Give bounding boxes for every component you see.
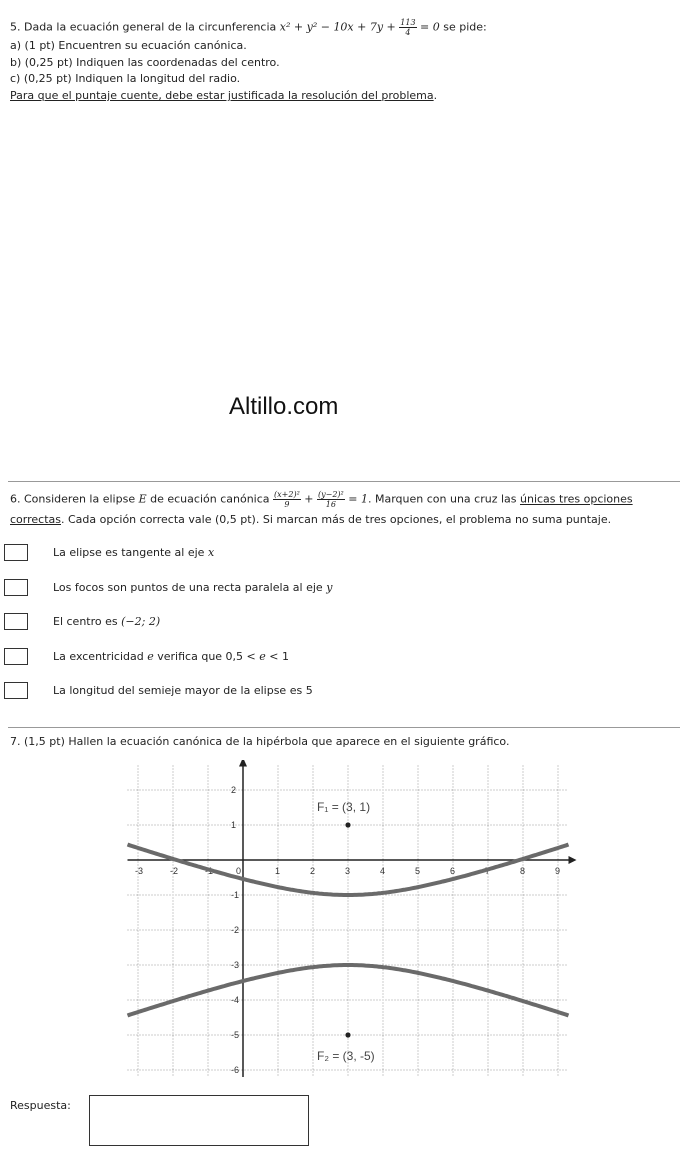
x-tick-label: -1 <box>205 866 214 876</box>
q6-frac2-den: 16 <box>325 500 336 509</box>
option-label-4 <box>53 650 289 663</box>
option-1-math: x <box>207 546 215 559</box>
option-4-math: e <box>147 650 154 663</box>
x-tick-label: 8 <box>520 866 526 876</box>
q5-equation-rhs: = 0 <box>416 20 440 34</box>
option-checkbox-3[interactable] <box>4 613 28 630</box>
option-checkbox-1[interactable] <box>4 544 28 561</box>
q5-equation-lhs: x² + y² − 10x + 7y + <box>279 20 400 34</box>
q5-item-a: a) (1 pt) Encuentren su ecuación canónica. <box>10 39 247 52</box>
q5-frac-num: 113 <box>400 18 416 27</box>
q6-line2 <box>10 513 611 526</box>
x-tick-label: 9 <box>555 866 561 876</box>
option-label-5 <box>53 684 313 697</box>
option-label-3 <box>53 615 160 628</box>
y-tick-label: 1 <box>231 820 237 830</box>
q5-note <box>10 89 437 102</box>
hyperbola-graph <box>110 760 580 1085</box>
option-label-2 <box>53 581 332 594</box>
option-checkbox-4[interactable] <box>4 648 28 665</box>
x-tick-label: 7 <box>485 866 491 876</box>
y-axis-arrow <box>239 760 247 767</box>
y-tick-label: -4 <box>231 995 240 1005</box>
focus-point-2 <box>345 1032 350 1037</box>
x-tick-label: 4 <box>380 866 386 876</box>
option-4-math2: < e < <box>246 650 279 663</box>
x-tick-label: 0 <box>236 866 242 876</box>
x-tick-label: 3 <box>345 866 351 876</box>
divider <box>8 727 680 728</box>
q6-underlined-1: únicas tres opciones <box>520 492 633 506</box>
option-5-text: La longitud del semieje mayor de la elipse es 5 <box>53 684 313 697</box>
y-tick-label: 2 <box>231 785 237 795</box>
q6-mid: de ecuación canónica <box>146 492 274 506</box>
divider <box>8 481 680 482</box>
y-tick-label: -2 <box>231 925 240 935</box>
q6-frac1-num: (x+2)² <box>274 490 300 499</box>
option-checkbox-2[interactable] <box>4 579 28 596</box>
y-tick-label: -1 <box>231 890 240 900</box>
q7-title: 7. (1,5 pt) Hallen la ecuación canónica de la hipérbola que aparece en el siguiente gráfico. <box>10 735 510 748</box>
x-tick-label: -3 <box>135 866 144 876</box>
option-1-text: La elipse es tangente al eje <box>53 546 208 559</box>
y-tick-label: -6 <box>231 1065 240 1075</box>
x-tick-label: 6 <box>450 866 456 876</box>
q6-frac1-den: 9 <box>284 500 290 509</box>
q6-header <box>10 490 633 509</box>
q6-after: . Marquen con una cruz las <box>367 492 520 506</box>
q6-fraction-1 <box>273 490 301 509</box>
option-4-text3: 1 <box>278 650 289 663</box>
q5-item-c: c) (0,25 pt) Indiquen la longitud del radio. <box>10 72 241 85</box>
q5-item-b: b) (0,25 pt) Indiquen las coordenadas del centro. <box>10 56 280 69</box>
q5-frac-den: 4 <box>405 28 411 37</box>
q6-ellipse-name: E <box>138 492 147 506</box>
watermark: Altillo.com <box>229 393 339 420</box>
answer-box[interactable] <box>89 1095 309 1146</box>
q5-note-text: Para que el puntaje cuente, debe estar justificada la resolución del problema <box>10 89 434 102</box>
x-axis-arrow <box>569 856 577 864</box>
q6-line2-rest: . Cada opción correcta vale (0,5 pt). Si marcan más de tres opciones, el problema no suma puntaje. <box>61 513 612 526</box>
answer-label: Respuesta: <box>10 1099 71 1112</box>
q6-plus: + <box>300 492 317 506</box>
x-tick-label: 2 <box>310 866 316 876</box>
focus-points <box>317 800 375 1063</box>
option-3-math: (−2; 2) <box>121 615 161 628</box>
q5-tail: se pide: <box>439 20 487 34</box>
q5-note-end: . <box>433 89 438 102</box>
option-checkbox-5[interactable] <box>4 682 28 699</box>
option-2-text: Los focos son puntos de una recta paralela al eje <box>53 581 327 594</box>
q5-intro: 5. Dada la ecuación general de la circunferencia <box>10 20 280 34</box>
option-4-text2: verifica que 0,5 <box>153 650 247 663</box>
q5-fraction <box>399 18 416 37</box>
option-label-1 <box>53 546 214 559</box>
focus-point-1 <box>345 822 350 827</box>
q6-eq-end: = 1 <box>344 492 368 506</box>
y-tick-label: -5 <box>231 1030 240 1040</box>
option-2-math: y <box>326 581 333 594</box>
x-tick-label: 1 <box>275 866 281 876</box>
x-tick-label: 5 <box>415 866 421 876</box>
option-4-text: La excentricidad <box>53 650 148 663</box>
x-tick-label: -2 <box>170 866 179 876</box>
q6-frac2-num: (y−2)² <box>318 490 344 499</box>
y-tick-label: -3 <box>231 960 240 970</box>
option-3-text: El centro es <box>53 615 122 628</box>
q6-underlined-2: correctas <box>10 513 61 526</box>
q5-header <box>10 18 487 37</box>
focus-label-1: F₁ = (3, 1) <box>317 800 371 814</box>
q6-fraction-2 <box>317 490 345 509</box>
q6-intro: 6. Consideren la elipse <box>10 492 139 506</box>
focus-label-2: F₂ = (3, -5) <box>317 1049 375 1063</box>
